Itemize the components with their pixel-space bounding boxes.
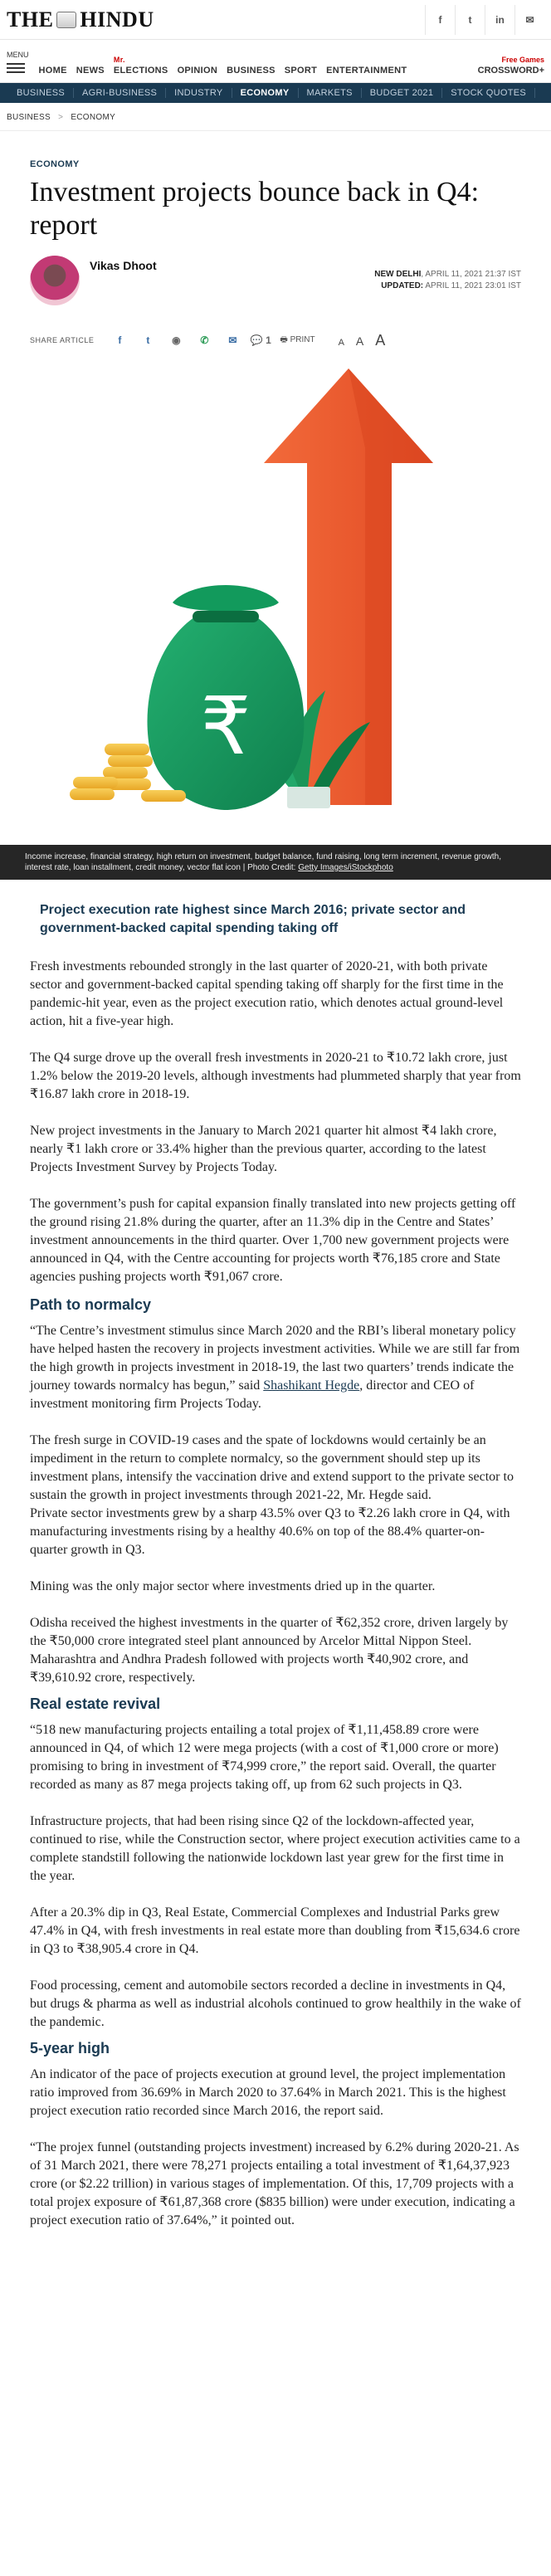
nav-label: CROSSWORD+ [477,66,544,76]
breadcrumb [0,103,551,131]
paragraph: Food processing, cement and automobile sectors recorded a decline in investments in Q4, but drugs & pharma as well as industrial alcohols continued to grow healthily in the wake of the pandemic. [30,1978,521,2029]
font-large-button[interactable]: A [375,331,386,349]
nav-label: OPINION [177,66,218,76]
money-bag-icon [148,585,305,810]
svg-text:₹: ₹ [200,680,251,773]
paragraph: Fresh investments rebounded strongly in the last quarter of 2020-21, with both private sector and government-backed capital spending taking off sharply for the first time in the pandemic-hit year, even as the project execution ratio, which denotes actual ground-level action, hit a five-year high. [30,959,504,1028]
nav-opinion[interactable] [178,66,218,76]
paragraph: An indicator of the pace of projects execution at ground level, the project implementation ratio improved from 36.69% in March 2020 to 37.64% in March 2021. This is the highest project execution ratio recorded since March 2016, the report said. [30,2067,506,2118]
email-icon[interactable]: ✉ [514,5,544,35]
published-time: , APRIL 11, 2021 21:37 IST [421,270,521,279]
secnav-markets[interactable]: MARKETS [299,88,362,98]
avatar[interactable] [30,256,80,305]
comment-count: 1 [266,334,271,346]
hero-illustration [0,365,551,880]
social-links [425,5,544,35]
paragraph-quote [30,1322,521,1413]
twitter-share-icon[interactable]: t [146,334,150,346]
location: NEW DELHI [374,270,422,279]
image-caption [0,845,551,880]
main-nav [0,40,551,83]
hero-image [0,365,551,880]
paragraph: Infrastructure projects, that had been rising since Q2 of the lockdown-affected year, continued to rise, while the Construction sector, where project execution activities came to a complete standstill following the nationwide lockdown last year grew for the first time in the year. [30,1814,520,1883]
print-label: PRINT [290,334,315,344]
secnav-industry[interactable]: INDUSTRY [166,88,232,98]
site-logo[interactable] [7,7,154,32]
nav-label: ELECTIONS [113,66,168,76]
breadcrumb-business[interactable]: BUSINESS [7,113,51,122]
paragraph: The government’s push for capital expansion finally translated into new projects getting off the ground rising 21.8% during the quarter, after an 11.3% dip in the Centre and States’ investment announcements in the third quarter. Over 1,700 new government projects were announced in Q4, with the Centre accounting for projects worth ₹76,185 crore and State agencies pushing projects worth ₹91,067 crore. [30,1197,516,1284]
quote-text: “The Centre’s investment stimulus since March 2020 and the RBI’s liberal monetary policy have helped hasten the recovery in projects investment activities. While we are still far from the high growth in projects investment in 2018-19, the last two quarters’ trends indicate the journey towards normalcy has begun,” said [30,1324,520,1393]
paragraph: Odisha received the highest investments in the quarter of ₹62,352 crore, driven largely by the ₹50,000 crore integrated steel plant announced by Arcelor Mittal Nippon Steel. Maharashtra and Andhra Pradesh followed with projects worth ₹40,902 crore, and ₹39,610.92 crore, respectively. [30,1616,509,1685]
nav-business[interactable] [227,66,276,76]
secnav-agri-business[interactable]: AGRI-BUSINESS [74,88,166,98]
print-button[interactable]: 🖶 PRINT [280,334,315,344]
email-share-icon[interactable]: ✉ [228,334,237,346]
section-label[interactable]: ECONOMY [30,159,80,169]
caption-credit-label: | Photo Credit: [242,863,299,872]
paragraph: “518 new manufacturing projects entailing a total projex of ₹1,11,458.89 crore were announced in Q4, of which 12 were mega projects (with a cost of ₹1,000 crore or more) promising to bring in investment of ₹74,999 crore,” the report said. Overall, the quarter recorded as many as 87 mega projects taking off, up from 62 such projects in Q3. [30,1723,499,1792]
facebook-share-icon[interactable]: f [118,334,122,346]
person-link[interactable]: Shashikant Hegde [263,1378,360,1393]
section-nav [0,83,551,103]
facebook-icon[interactable]: f [425,5,455,35]
hamburger-icon [7,61,25,76]
secnav-economy[interactable]: ECONOMY [232,88,299,98]
whatsapp-share-icon[interactable]: ✆ [200,334,209,346]
paragraph: Mining was the only major sector where investments dried up in the quarter. [30,1579,436,1593]
updated-time: APRIL 11, 2021 23:01 IST [423,281,521,290]
article-summary: Project execution rate highest since March 2016; private sector and government-backed capital spending taking off [40,903,466,935]
nav-label: NEWS [76,66,105,76]
twitter-icon[interactable]: t [455,5,485,35]
nav-elections-tag: Mr. [113,56,125,64]
logo-text-pre: THE [7,7,54,32]
logo-crest-icon [56,12,76,28]
reddit-share-icon[interactable]: ◉ [172,334,181,346]
paragraph: New project investments in the January to March 2021 quarter hit almost ₹4 lakh crore, nearly ₹1 lakh crore or 33.4% higher than the previous quarter, according to the latest Projects Investment Survey by Projects Today. [30,1124,497,1174]
dateline [374,269,521,292]
linkedin-icon[interactable]: in [485,5,514,35]
subheading-path-to-normalcy: Path to normalcy [30,1296,152,1313]
font-small-button[interactable]: A [338,337,344,348]
secnav-business[interactable]: BUSINESS [8,88,74,98]
paragraph: Private sector investments grew by a sharp 43.5% over Q3 to ₹2.26 lakh crore in Q4, with manufacturing investments rising by a healthy 40.6% on top of the 88.4% quarter-on-quarter growth in Q3. [30,1506,510,1557]
nav-label: SPORT [284,66,318,76]
share-label: SHARE ARTICLE [30,336,95,344]
nav-news[interactable] [76,66,105,76]
updated-line [374,281,521,292]
comments-button[interactable]: 💬 1 [250,334,271,346]
nav-label: BUSINESS [227,66,276,76]
photo-credit-link[interactable]: Getty Images/iStockphoto [298,863,393,872]
nav-label: ENTERTAINMENT [326,66,407,76]
subheading-five-year-high: 5-year high [30,2040,110,2056]
font-size-controls [339,332,386,349]
site-header [0,0,551,40]
share-bar [30,330,521,350]
updated-label: UPDATED: [381,281,424,290]
secnav-stock-quotes[interactable]: STOCK QUOTES [442,88,535,98]
paragraph: After a 20.3% dip in Q3, Real Estate, Commercial Complexes and Industrial Parks grew 47.4% in Q4, with fresh investments in real estate more than doubling from ₹15,634.6 crore in Q3 to ₹38,905.4 crore in Q4. [30,1905,520,1956]
menu-button[interactable] [7,51,29,76]
byline [30,256,521,305]
secnav-budget[interactable]: BUDGET 2021 [362,88,442,98]
free-games-tag: Free Games [501,56,544,64]
paragraph: The Q4 surge drove up the overall fresh investments in 2020-21 to ₹10.72 lakh crore, just 1.2% below the 2019-20 levels, although investments had plummeted sharply that year from ₹16.87 lakh crore in 2018-19. [30,1051,521,1101]
nav-crossword[interactable] [477,56,544,76]
paragraph: The fresh surge in COVID-19 cases and the spate of lockdowns would certainly be an impediment in the return to complete normalcy, so the government should step up its investment plans, intensify the vaccination drive and extend support to the private sector to sustain the growth in project investments through 2021-22, Mr. Hegde said. [30,1433,514,1502]
menu-label: MENU [7,51,29,59]
breadcrumb-economy[interactable]: ECONOMY [71,113,116,122]
nav-home[interactable] [39,66,67,76]
caption-text: Income increase, financial strategy, high return on investment, budget balance, fund raising, long term increment, revenue growth, interest rate, loan installment, credit money, vector flat icon [25,852,502,872]
nav-label: HOME [38,66,67,76]
quote-attribution: , director and CEO of investment monitoring firm Projects Today. [30,1378,475,1411]
article-header [0,159,551,350]
subheading-real-estate-revival: Real estate revival [30,1695,161,1712]
paragraph: “The projex funnel (outstanding projects investment) increased by 6.2% during 2020-21. As of 31 March 2021, there were 78,271 projects entailing a total investment of ₹1,64,37,923 crore (or $2.22 trillion) in various stages of implementation. Of this, 17,709 projects with a total projex exposure of ₹61,87,368 crore ($835 billion) were under execution, indicating a project execution ratio of 37.64%,” it pointed out. [30,2140,519,2227]
published-line [374,269,521,281]
nav-sport[interactable] [285,66,317,76]
font-medium-button[interactable]: A [355,334,364,348]
author-name[interactable]: Vikas Dhoot [90,259,157,272]
page-title: Investment projects bounce back in Q4: report [30,177,480,241]
article-body [0,958,551,2230]
logo-text-post: HINDU [80,7,154,32]
nav-elections[interactable] [113,56,168,76]
nav-entertainment[interactable] [326,66,407,76]
chevron-right-icon: > [58,113,64,122]
